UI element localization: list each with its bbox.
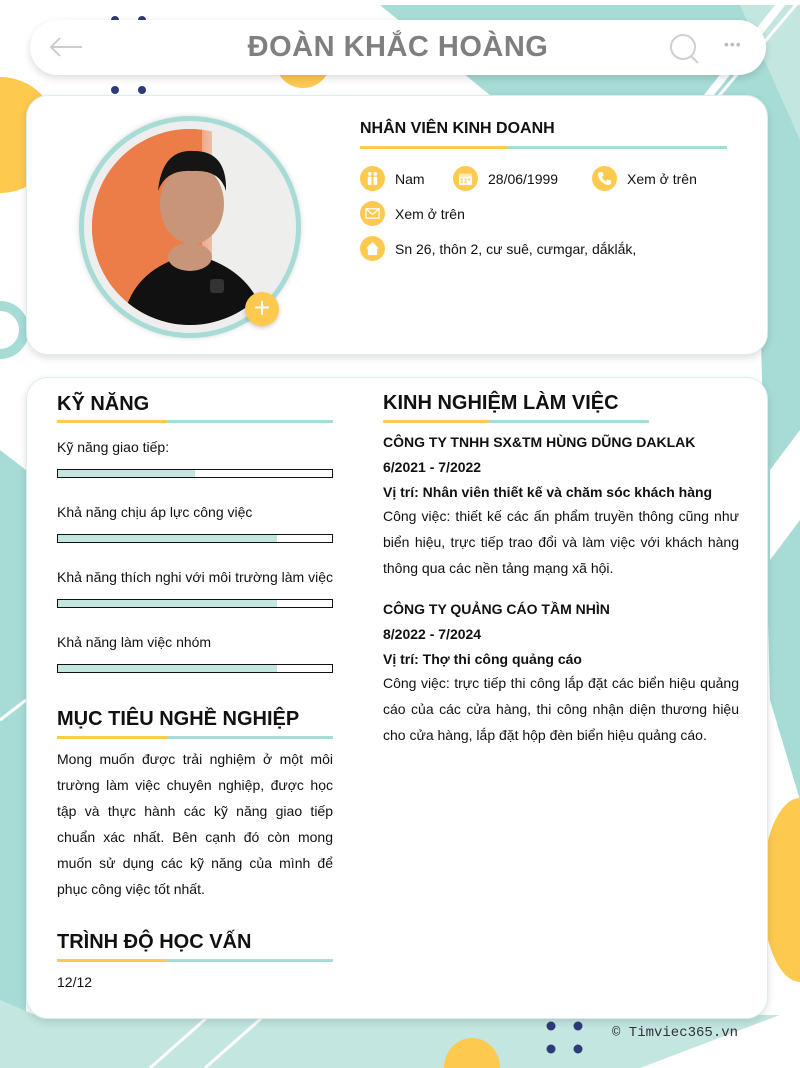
skill-bar-fill [58,470,195,477]
skill-label: Kỹ năng giao tiếp: [57,439,170,455]
education-underline [57,959,333,962]
add-photo-button[interactable]: + [245,292,279,326]
search-icon[interactable] [668,32,702,66]
experience-title: KINH NGHIỆM LÀM VIỆC [383,392,619,414]
title-underline [360,146,727,149]
objective-title: MỤC TIÊU NGHỀ NGHIỆP [57,708,300,730]
gender-value: Nam [395,170,425,187]
skill-label: Khả năng làm việc nhóm [57,634,212,650]
header-bar [30,20,766,75]
gender-row [360,166,425,191]
job-title: NHÂN VIÊN KINH DOANH [360,120,555,137]
birthday-row [453,166,558,191]
skill-label: Khả năng thích nghi với môi trường làm việc [57,569,333,585]
work-period: 8/2022 - 7/2024 [383,626,482,642]
home-icon [360,236,385,261]
skills-title: KỸ NĂNG [57,393,150,415]
education-title: TRÌNH ĐỘ HỌC VẤN [57,931,252,953]
arrow-left-icon[interactable] [48,34,84,60]
copyright-footer: © Timviec365.vn [612,1025,739,1041]
birthday-value: 28/06/1999 [488,170,559,187]
main-card [26,377,768,1019]
work-description: Công việc: thiết kế các ấn phẩm truyền thông cũng như biển hiệu, trực tiếp trao đổi và làm việc với khách hàng thông qua các nền tảng mạng xã hội. [383,508,739,576]
work-period: 6/2021 - 7/2022 [383,459,482,475]
phone-value: Xem ở trên [627,170,697,187]
phone-icon [592,166,617,191]
skill-bar [57,664,333,673]
education-text: 12/12 [57,974,93,990]
company-name: CÔNG TY QUẢNG CÁO TẦM NHÌN [383,601,610,617]
skill-label: Khả năng chịu áp lực công việc [57,504,253,520]
calendar-icon [453,166,478,191]
email-row [360,201,465,226]
work-position: Vị trí: Nhân viên thiết kế và chăm sóc khách hàng [383,484,713,500]
experience-underline [383,420,649,423]
page-title: ĐOÀN KHẮC HOÀNG [247,31,549,63]
skill-bar-fill [58,600,277,607]
skill-bar-fill [58,665,277,672]
skill-bar [57,534,333,543]
address-row [360,236,636,261]
skills-underline [57,420,333,423]
work-position: Vị trí: Thợ thi công quảng cáo [383,651,582,667]
skill-bar-fill [58,535,277,542]
email-icon [360,201,385,226]
email-value: Xem ở trên [395,205,465,222]
phone-row [592,166,697,191]
work-description: Công việc: trực tiếp thi công lắp đặt các biển hiệu quảng cáo của các cửa hàng, thi công nhận diện thương hiệu cho cửa hàng, lắp đặt hộp đèn biển hiệu quảng cáo. [383,675,739,743]
profile-card [26,95,768,355]
gender-icon [360,166,385,191]
objective-underline [57,736,333,739]
more-dots-icon[interactable]: ••• [724,36,742,52]
skill-bar [57,599,333,608]
skill-bar [57,469,333,478]
address-value: Sn 26, thôn 2, cư suê, cưmgar, dắklắk, [395,240,637,257]
objective-text: Mong muốn được trải nghiệm ở một môi trường làm việc chuyên nghiệp, được học tập và thực hành các kỹ năng giao tiếp chuẩn xác nhất. Bên cạnh đó còn mong muốn sử dụng các kỹ năng của mình để phục công việc tốt nhất. [57,751,333,897]
company-name: CÔNG TY TNHH SX&TM HÙNG DŨNG DAKLAK [383,434,696,450]
